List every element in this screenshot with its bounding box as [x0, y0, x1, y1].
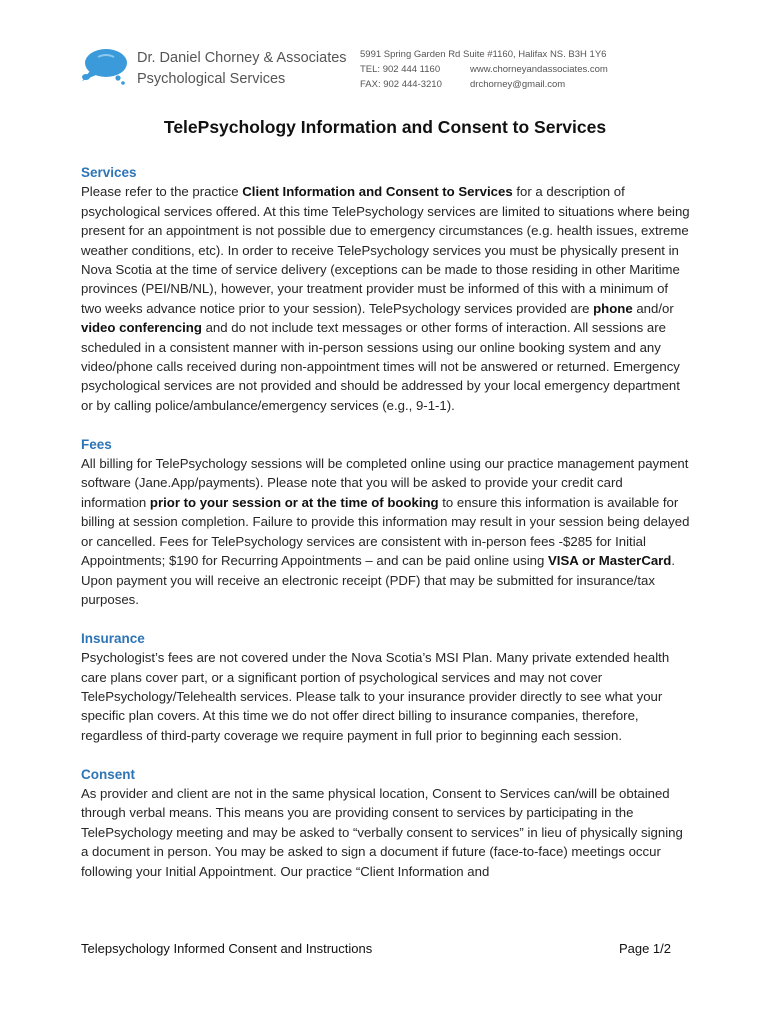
section-heading-fees: Fees: [81, 436, 112, 452]
website-link[interactable]: www.chorneyandassociates.com: [470, 64, 608, 75]
phone-term: phone: [593, 300, 633, 316]
contact-row-phone: [360, 62, 608, 77]
section-heading-services: Services: [81, 165, 137, 180]
text-run: and/or: [632, 300, 674, 316]
card-types-term: VISA or MasterCard: [548, 553, 672, 569]
payment-timing-term: prior to your session or at the time of booking: [149, 494, 439, 510]
fax: FAX: 902 444-3210: [360, 79, 442, 90]
contact-block: [360, 47, 608, 92]
text-run: for a description of psychological services offered. At this time TelePsychology services are limited to situations where being present for an appointment is not possible due to emergency circumstances (e.g. health issues, extreme weather conditions, etc). In order to receive TelePsychology services you must be physically present in Nova Scotia at the time of service delivery (exceptions can be made to those residing in other Maritime provinces (PEI/NB/NL), however, your treatment provider must be informed of this with a minimum of two weeks advance notice prior to your session). TelePsychology services provided are: [81, 184, 690, 316]
video-conferencing-term: video conferencing: [81, 320, 202, 336]
telephone: TEL: 902 444 1160: [360, 64, 441, 75]
document-body: [81, 163, 691, 881]
section-heading-consent: Consent: [81, 766, 135, 782]
fees-paragraph: [81, 454, 691, 609]
text-run: and do not include text messages or other forms of interaction. All sessions are scheduled in a consistent manner with in-person sessions using our online booking system and any video/phone calls received during non-appointment times will not be answered or returned. Emergency psychological services are not provided and should be addressed by your local emergency department or by calling police/ambulance/emergency services (e.g., 9-1-1).: [81, 320, 680, 413]
address: 5991 Spring Garden Rd Suite #1160, Halifax NS. B3H 1Y6: [360, 49, 607, 60]
speech-bubble-icon: [76, 47, 128, 87]
client-info-reference: Client Information and Consent to Services: [242, 184, 513, 200]
document-title: TelePsychology Information and Consent to Services: [163, 117, 607, 137]
section-heading-insurance: Insurance: [81, 630, 145, 646]
practice-name-line1: Dr. Daniel Chorney & Associates: [137, 50, 347, 66]
footer-document-name: Telepsychology Informed Consent and Instructions: [81, 941, 373, 956]
consent-paragraph: As provider and client are not in the same physical location, Consent to Services can/will be obtained through verbal means. This means you are providing consent to services by participating in the TelePsychology meeting and may be asked to “verbally consent to services” in lieu of physically signing a document in person. You may be asked to sign a document if future (face-to-face) meetings occur following your Initial Appointment. Our practice “Client Information and: [81, 785, 683, 879]
contact-row-fax: [360, 77, 608, 92]
practice-name-line2: Psychological Services: [137, 71, 286, 87]
text-run: . Upon payment you will receive an electronic receipt (PDF) that may be submitted for insurance/tax purposes.: [81, 553, 676, 607]
services-paragraph: [81, 182, 691, 415]
practice-name: [137, 48, 347, 90]
email-link[interactable]: drchorney@gmail.com: [470, 79, 566, 90]
text-run: Please refer to the practice: [81, 184, 243, 200]
text-run: to ensure this information is available for billing at session completion. Failure to provide this information may result in your session being delayed or cancelled. Fees for TelePsychology services are consistent with in-person fees -$285 for Initial Appointments; $190 for Recurring Appointments – and can be paid online using: [81, 494, 690, 569]
page-number: Page 1/2: [618, 941, 671, 956]
text-run: All billing for TelePsychology sessions will be completed online using our practice management payment software (Jane.App/payments). Please note that you will be asked to provide your credit card information: [81, 456, 689, 510]
insurance-paragraph: Psychologist’s fees are not covered under the Nova Scotia’s MSI Plan. Many private extended health care plans cover part, or a significant portion of psychological services and may not cover TelePsychology/Telehealth services. Please talk to your insurance provider directly to see what your specific plan covers. At this time we do not offer direct billing to insurance companies, therefore, regardless of third-party coverage we require payment in full prior to beginning each session.: [81, 650, 670, 743]
